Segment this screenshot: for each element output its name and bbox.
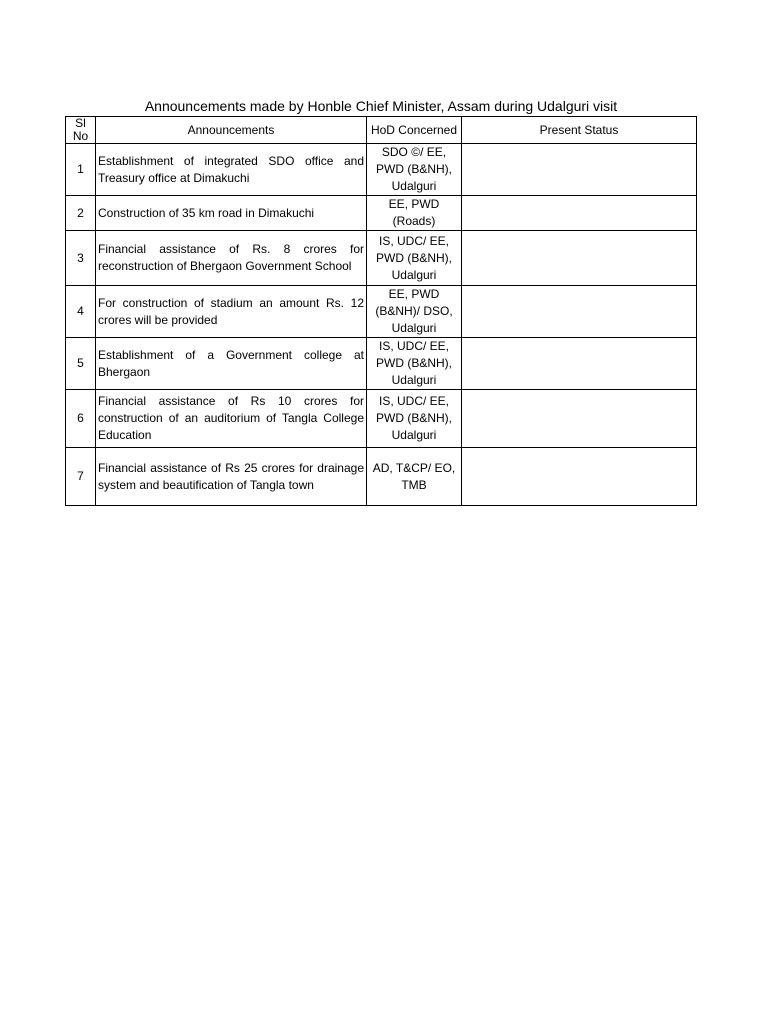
announcements-table xyxy=(65,116,697,506)
header-sl-no: Sl No xyxy=(66,117,96,144)
row-hod: EE, PWD (B&NH)/ DSO, Udalguri xyxy=(367,286,462,338)
row-hod: IS, UDC/ EE, PWD (B&NH), Udalguri xyxy=(367,338,462,390)
table-row xyxy=(66,231,697,286)
row-status xyxy=(462,338,697,390)
row-sl-no: 6 xyxy=(66,390,96,448)
row-announcement: Establishment of a Government college at Bhergaon xyxy=(96,338,367,390)
row-sl-no: 3 xyxy=(66,231,96,286)
table-row xyxy=(66,390,697,448)
row-announcement: Financial assistance of Rs 25 crores for drainage system and beautification of Tangla town xyxy=(96,448,367,506)
row-announcement: For construction of stadium an amount Rs. 12 crores will be provided xyxy=(96,286,367,338)
table-header-row xyxy=(66,117,697,144)
table-row xyxy=(66,144,697,196)
row-announcement: Financial assistance of Rs. 8 crores for reconstruction of Bhergaon Government School xyxy=(96,231,367,286)
table-row xyxy=(66,196,697,231)
row-status xyxy=(462,196,697,231)
table-row xyxy=(66,338,697,390)
row-status xyxy=(462,231,697,286)
row-sl-no: 1 xyxy=(66,144,96,196)
row-announcement: Establishment of integrated SDO office and Treasury office at Dimakuchi xyxy=(96,144,367,196)
row-hod: EE, PWD (Roads) xyxy=(367,196,462,231)
row-announcement: Construction of 35 km road in Dimakuchi xyxy=(96,196,367,231)
table-row xyxy=(66,286,697,338)
row-announcement: Financial assistance of Rs 10 crores for construction of an auditorium of Tangla College Education xyxy=(96,390,367,448)
header-announcements: Announcements xyxy=(96,117,367,144)
header-present-status: Present Status xyxy=(462,117,697,144)
row-hod: SDO ©/ EE, PWD (B&NH), Udalguri xyxy=(367,144,462,196)
row-status xyxy=(462,286,697,338)
header-hod-concerned: HoD Concerned xyxy=(367,117,462,144)
row-hod: IS, UDC/ EE, PWD (B&NH), Udalguri xyxy=(367,231,462,286)
row-status xyxy=(462,390,697,448)
row-hod: AD, T&CP/ EO, TMB xyxy=(367,448,462,506)
row-sl-no: 7 xyxy=(66,448,96,506)
row-status xyxy=(462,144,697,196)
row-sl-no: 5 xyxy=(66,338,96,390)
document-title: Announcements made by Honble Chief Minister, Assam during Udalguri visit xyxy=(144,98,618,114)
row-sl-no: 4 xyxy=(66,286,96,338)
row-sl-no: 2 xyxy=(66,196,96,231)
table-row xyxy=(66,448,697,506)
row-status xyxy=(462,448,697,506)
row-hod: IS, UDC/ EE, PWD (B&NH), Udalguri xyxy=(367,390,462,448)
